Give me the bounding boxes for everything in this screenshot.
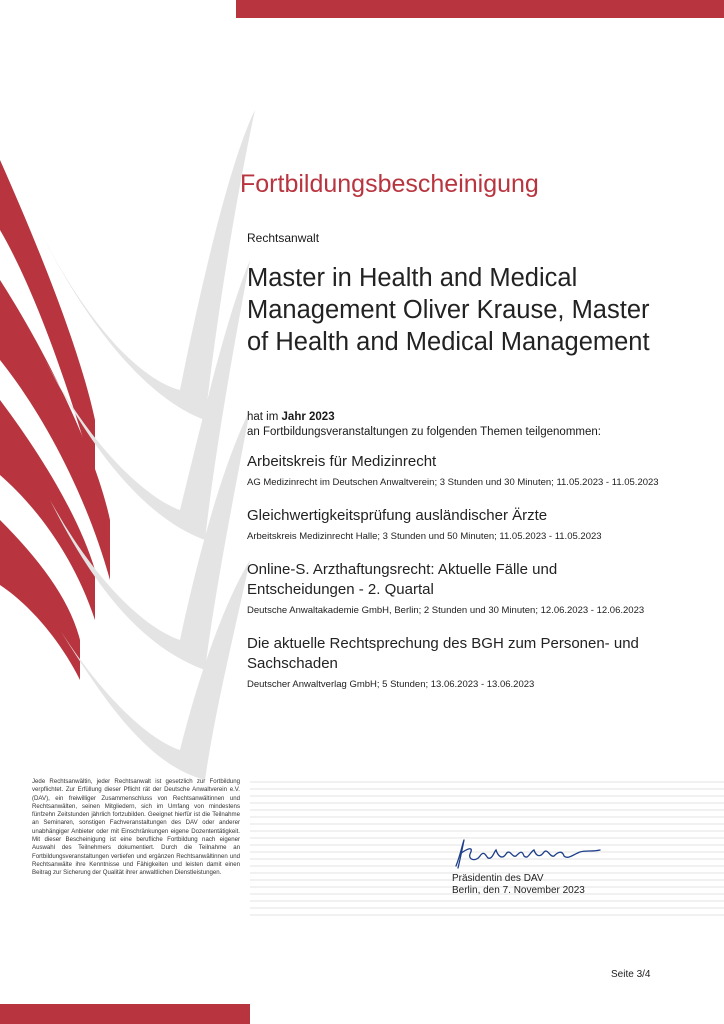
certificate-title: Fortbildungsbescheinigung — [240, 170, 539, 198]
intro-line-1 — [247, 410, 601, 425]
year-label: Jahr 2023 — [281, 411, 335, 423]
event-detail: AG Medizinrecht im Deutschen Anwaltverein; 3 Stunden und 30 Minuten; 11.05.2023 - 11.05.2023 — [247, 477, 659, 488]
event-item — [247, 634, 667, 693]
event-title: Die aktuelle Rechtsprechung des BGH zum Personen- und Sachschaden — [247, 635, 639, 672]
page-number: Seite 3/4 — [611, 969, 651, 980]
event-title: Gleichwertigkeitsprüfung ausländischer Ärzte — [247, 507, 548, 524]
event-detail: Arbeitskreis Medizinrecht Halle; 3 Stunden und 50 Minuten; 11.05.2023 - 11.05.2023 — [247, 531, 602, 542]
legal-notice: Jede Rechtsanwältin, jeder Rechtsanwalt ist gesetzlich zur Fortbildung verpflichtet. Zur Erfüllung dieser Pflicht rät der Deutsche Anwaltverein e.V. (DAV), ein freiwilliger Zusammenschluss von Rechtsanwältinnen und Rechtsanwälten, seinen Mitgliedern, sich im Umfang von mindestens fünfzehn Zeitstunden jährlich fortzubilden. Geeignet hierfür ist die Teilnahme an Seminaren, sonstigen Fachveranstaltungen des DAV oder anderer unabhängiger Anbieter oder mit Einschränkungen eigene Dozententätigkeit. Mit dieser Bescheinigung ist eine berufliche Fortbildung nach eigener Auswahl des Teilnehmers dokumentiert. Durch die Teilnahme an Fortbildungsveranstaltungen vertiefen und ergänzen Rechtsanwältinnen und Rechtsanwälte ihre Kenntnisse und Fähigkeiten und leisten damit einen Beitrag zur Sicherung der Qualität ihrer anwaltlichen Dienstleistungen. — [32, 778, 240, 877]
top-accent-bar — [236, 0, 724, 18]
bottom-accent-bar — [0, 1004, 250, 1024]
event-detail: Deutscher Anwaltverlag GmbH; 5 Stunden; 13.06.2023 - 13.06.2023 — [247, 679, 535, 690]
intro-line-2: an Fortbildungsveranstaltungen zu folgenden Themen teilgenommen: — [247, 426, 601, 438]
handwritten-signature — [450, 836, 610, 872]
signature-block — [452, 873, 585, 897]
event-detail: Deutsche Anwaltakademie GmbH, Berlin; 2 Stunden und 30 Minuten; 12.06.2023 - 12.06.2023 — [247, 605, 645, 616]
event-item — [247, 452, 667, 491]
signature-place-date: Berlin, den 7. November 2023 — [452, 885, 585, 896]
intro-text — [247, 410, 601, 440]
event-title: Online-S. Arzthaftungsrecht: Aktuelle Fälle und Entscheidungen - 2. Quartal — [247, 561, 558, 598]
intro-prefix: hat im — [247, 411, 279, 423]
event-title: Arbeitskreis für Medizinrecht — [247, 453, 437, 470]
profession-label: Rechtsanwalt — [247, 231, 320, 245]
event-item — [247, 506, 667, 545]
event-list — [247, 452, 667, 708]
participant-name: Master in Health and Medical Management Oliver Krause, Master of Health and Medical Management — [247, 264, 650, 356]
signatory-role: Präsidentin des DAV — [452, 873, 544, 884]
event-item — [247, 560, 667, 619]
